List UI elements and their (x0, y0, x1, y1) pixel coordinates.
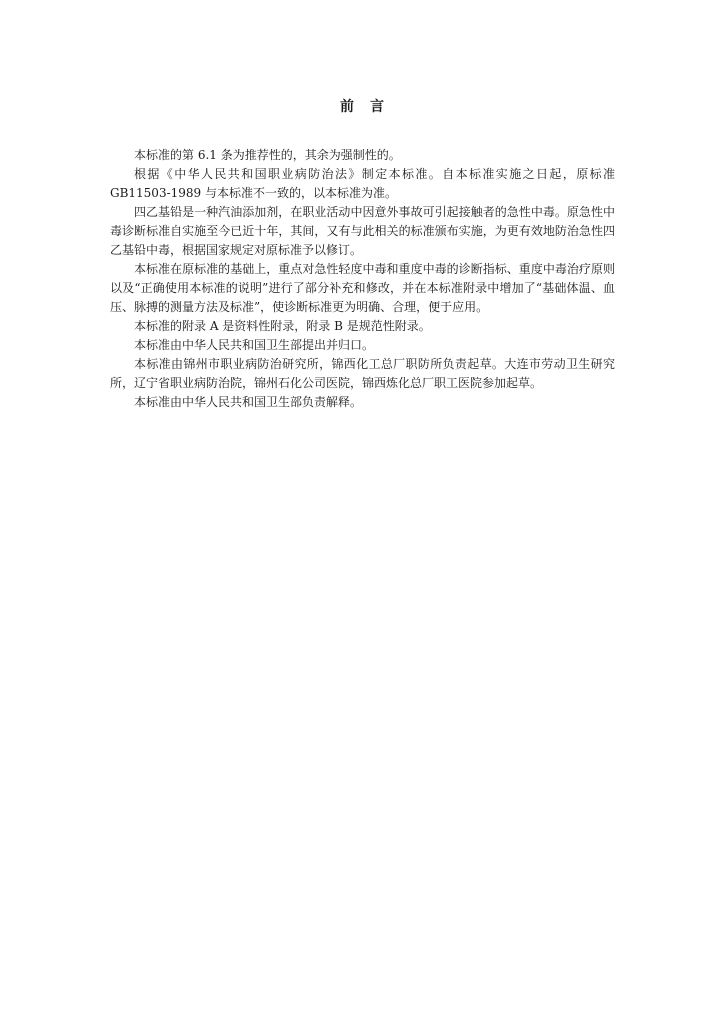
paragraph-normative-scope: 本标准的第 6.1 条为推荐性的，其余为强制性的。 (134, 148, 401, 162)
paragraph-appendices: 本标准的附录 A 是资料性附录，附录 B 是规范性附录。 (134, 319, 431, 333)
paragraph-drafters: 本标准由锦州市职业病防治研究所，锦西化工总厂职防所负责起草。大连市劳动卫生研究所，辽宁省职业病防治院，锦州石化公司医院，锦西炼化总厂职工医院参加起草。 (110, 357, 615, 390)
page-title: 前言 (340, 99, 400, 115)
paragraph-legal-basis: 根据《中华人民共和国职业病防治法》制定本标准。自本标准实施之日起，原标准 GB11503-1989 与本标准不一致的，以本标准为准。 (110, 167, 615, 200)
paragraph-interpretation: 本标准由中华人民共和国卫生部负责解释。 (134, 395, 363, 409)
document-body (110, 146, 615, 412)
paragraph-revisions: 本标准在原标准的基础上，重点对急性轻度中毒和重度中毒的诊断指标、重度中毒治疗原则以及“正确使用本标准的说明”进行了部分补充和修改，并在本标准附录中增加了“基础体温、血压、脉搏的测量方法及标准”，使诊断标准更为明确、合理，便于应用。 (110, 262, 615, 314)
paragraph-background: 四乙基铅是一种汽油添加剂，在职业活动中因意外事故可引起接触者的急性中毒。原急性中毒诊断标准自实施至今已近十年，其间，又有与此相关的标准颁布实施，为更有效地防治急性四乙基铅中毒，根据国家规定对原标准予以修订。 (110, 205, 615, 257)
paragraph-proposer: 本标准由中华人民共和国卫生部提出并归口。 (134, 338, 375, 352)
